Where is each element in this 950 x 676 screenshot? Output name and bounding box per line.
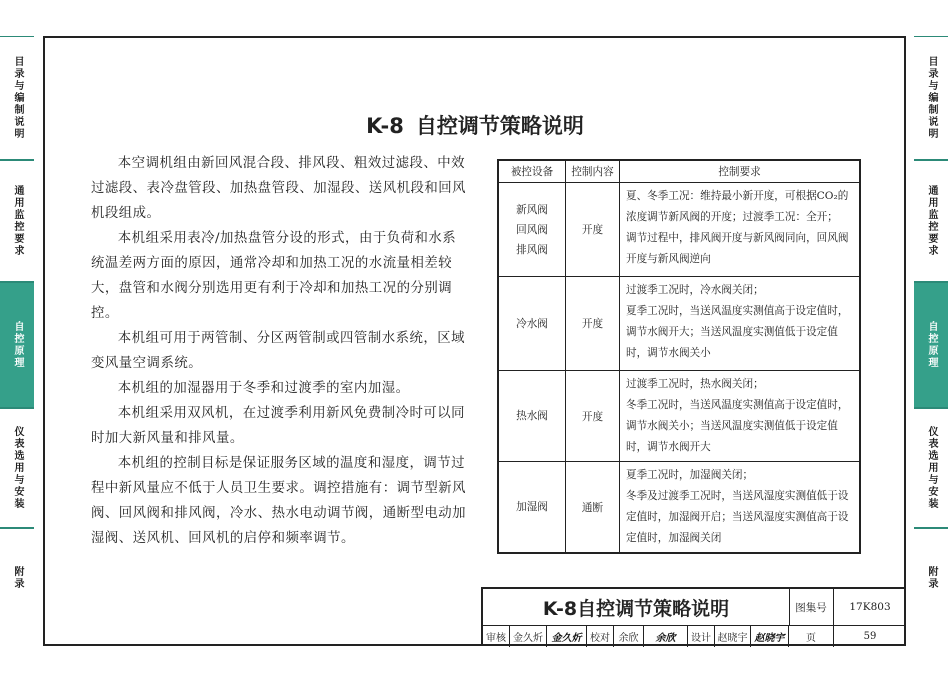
title-block	[481, 587, 906, 646]
requirements-cell: 过渡季工况时，冷水阀关闭； 夏季工况时，当送风温度实测值高于设定值时，调节水阀开大；当送风温度实测值低于设定值时，调节水阀关小	[620, 277, 861, 371]
side-nav-left	[0, 36, 34, 590]
content-cell: 开度	[566, 277, 620, 371]
design-label: 设计	[688, 626, 715, 647]
reviewer-signature: 金久炘	[547, 626, 587, 647]
side-tab-appendix-right[interactable]: 附录	[926, 566, 937, 590]
requirements-cell: 过渡季工况时，热水阀关闭； 冬季工况时，当送风温度实测值高于设定值时，调节水阀关小；当送风温度实测值低于设定值时，调节水阀开大	[620, 371, 861, 462]
device-cell: 冷水阀	[498, 277, 566, 371]
side-tab-general[interactable]: 通用监控要求	[0, 161, 34, 283]
tab-label: 仪表选用与安装	[12, 426, 23, 510]
control-strategy-table	[497, 159, 861, 554]
check-label: 校对	[587, 626, 614, 647]
title-block-title: K-8自控调节策略说明	[483, 589, 790, 625]
description-text	[91, 151, 469, 551]
paragraph: 本机组采用表冷/加热盘管分设的形式，由于负荷和水系统温差两方面的原因，通常冷却和加热工况的水流量相差较大，盘管和水阀分别选用更有利于冷却和加热工况的分别调控。	[91, 231, 457, 321]
signature-row	[483, 625, 906, 647]
table-row	[498, 183, 860, 277]
page-number: 59	[863, 631, 877, 642]
requirements-cell: 夏、冬季工况：维持最小新开度，可根据CO₂的浓度调节新风阀的开度；过渡季工况：全开； 调节过程中，排风阀开度与新风阀同向，回风阀开度与新风阀逆向	[620, 183, 861, 277]
designer-signature: 赵晓宇	[751, 626, 789, 647]
paragraph: 本空调机组由新回风混合段、排风段、粗效过滤段、中效过滤段、表冷盘管段、加热盘管段、加湿段、送风机段和回风机段组成。	[91, 156, 467, 221]
side-tab-appendix[interactable]: 附录	[12, 566, 23, 590]
header-content: 控制内容	[566, 160, 620, 183]
device-cell: 加湿阀	[498, 462, 566, 554]
header-device: 被控设备	[498, 160, 566, 183]
side-tab-contents[interactable]: 目录与编制说明	[0, 37, 34, 161]
designer-name: 赵晓宇	[715, 626, 751, 647]
reviewer-name: 金久炘	[510, 626, 547, 647]
side-tab-instruments[interactable]	[0, 409, 34, 529]
side-tab-general-right[interactable]: 通用监控要求	[914, 161, 948, 283]
page-title-text: 自控调节策略说明	[415, 114, 584, 138]
paragraph: 本机组可用于两管制、分区两管制或四管制水系统，区域变风量空调系统。	[91, 331, 466, 371]
atlas-label: 图集号	[789, 589, 834, 625]
content-cell: 开度	[566, 183, 620, 277]
table-row	[498, 277, 860, 371]
page-label: 页	[789, 626, 834, 647]
review-label: 审核	[483, 626, 510, 647]
atlas-number: 17K803	[849, 601, 891, 613]
checker-name: 余欣	[614, 626, 644, 647]
side-tab-control-principle[interactable]: 自控原理	[0, 283, 34, 409]
side-tab-instruments-right[interactable]	[914, 409, 948, 529]
table-header-row	[498, 160, 860, 183]
page-title	[0, 110, 950, 140]
table-row	[498, 462, 860, 554]
paragraph: 本机组的加湿器用于冬季和过渡季的室内加湿。	[117, 381, 410, 396]
side-nav-right	[914, 36, 948, 590]
requirements-cell: 夏季工况时，加湿阀关闭； 冬季及过渡季工况时，当送风湿度实测值低于设定值时，加湿阀开启；当送风湿度实测值高于设定值时，加湿阀关闭	[620, 462, 861, 554]
side-tab-control-principle-right[interactable]: 自控原理	[914, 283, 948, 409]
content-cell: 开度	[566, 371, 620, 462]
checker-signature: 余欣	[644, 626, 688, 647]
header-requirements: 控制要求	[620, 160, 861, 183]
paragraph: 本机组采用双风机，在过渡季利用新风免费制冷时可以同时加大新风量和排风量。	[91, 406, 466, 446]
side-tab-contents-right[interactable]: 目录与编制说明	[914, 37, 948, 161]
page-title-code: K-8	[366, 114, 404, 138]
device-cell: 新风阀 回风阀 排风阀	[498, 183, 566, 277]
paragraph: 本机组的控制目标是保证服务区域的温度和湿度，调节过程中新风量应不低于人员卫生要求。调控措施有：调节型新风阀、回风阀和排风阀，冷水、热水电动调节阀，通断型电动加湿阀、送风机、回风机的启停和频率调节。	[91, 456, 467, 546]
content-cell: 通断	[566, 462, 620, 554]
tab-label-columns	[925, 426, 937, 510]
device-cell: 热水阀	[498, 371, 566, 462]
tab-label: 仪表选用与安装	[926, 426, 937, 510]
table-row	[498, 371, 860, 462]
tab-label-columns	[11, 426, 23, 510]
